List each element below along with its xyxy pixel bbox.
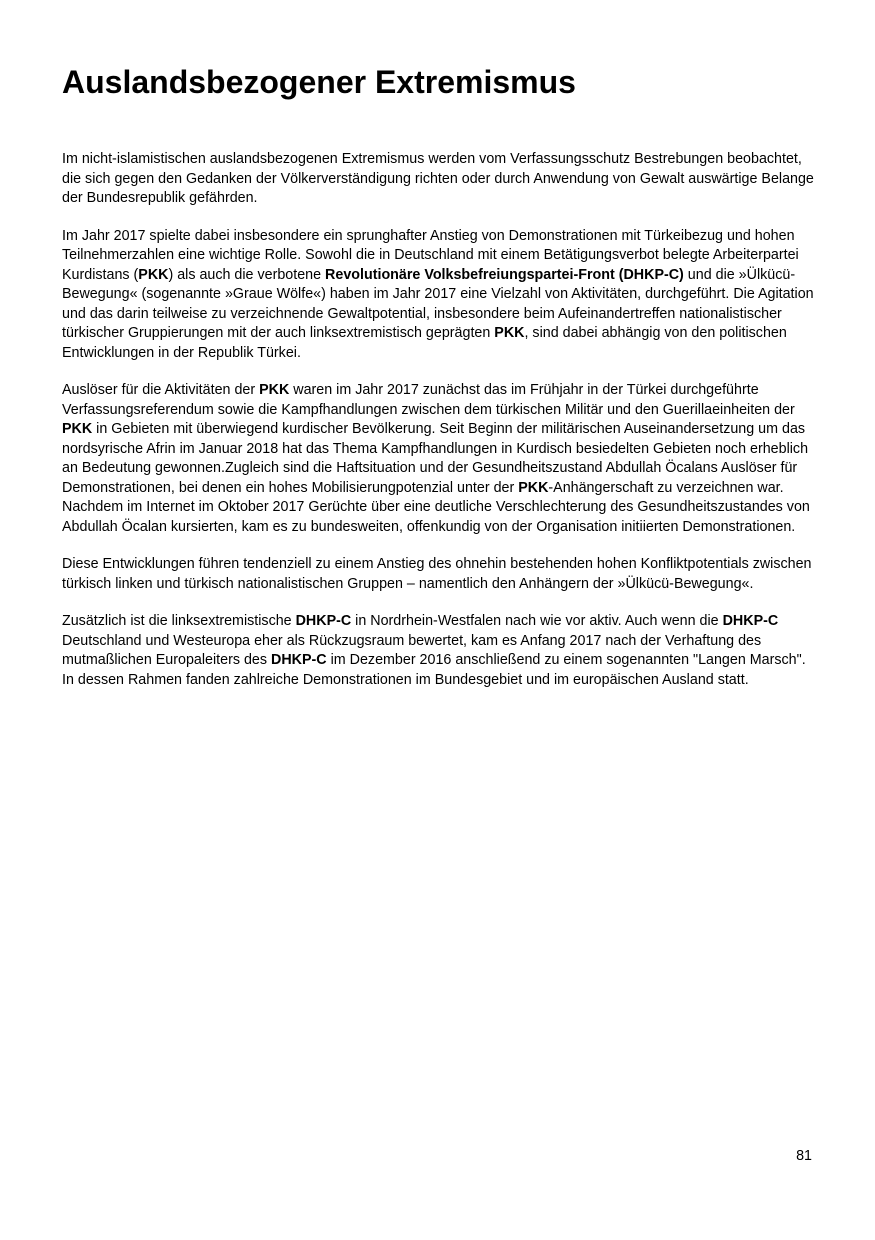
paragraph-1 xyxy=(62,150,814,209)
paragraph-2 xyxy=(62,227,814,364)
paragraph-4 xyxy=(62,555,814,594)
bold-term: PKK xyxy=(62,421,93,437)
bold-term: PKK xyxy=(138,266,169,283)
paragraph-5 xyxy=(62,612,814,690)
text-run: Auslöser für die Aktivitäten der xyxy=(62,382,260,398)
bold-term: DHKP-C xyxy=(722,613,779,629)
page-number: 81 xyxy=(796,1148,812,1164)
text-run: waren im Jahr 2017 zunächst das im Frühjahr in der Türkei durchgeführte Verfassungsreferendum sowie die Kampfhandlungen zwischen dem türkischen Militär und den Guerillaeinheiten der xyxy=(62,382,795,418)
text-run: in Nordrhein-Westfalen nach wie vor aktiv. Auch wenn die xyxy=(351,613,723,629)
bold-term: PKK xyxy=(259,382,290,398)
page-title: Auslandsbezogener Extremismus xyxy=(62,64,576,100)
paragraph-text: Im nicht-islamistischen auslandsbezogenen Extremismus werden vom Verfassungsschutz Bestrebungen beobachtet, die sich gegen den Gedanken der Völkerverständigung richten oder durch Anwendung von Gewalt auswärtige Belange der Bundesrepublik gefährden. xyxy=(62,151,814,206)
text-run: Im Jahr 2017 spielte dabei insbesondere ein sprunghafter Anstieg von Demonstrationen mit Türkeibezug und hohen Teilnehmerzahlen eine wichtige Rolle. Sowohl die in Deutschland mit einem Betätigungsverbot belegte Arbeiterpartei Kurdistans ( xyxy=(62,227,799,283)
bold-term: DHKP-C xyxy=(271,652,327,668)
text-run: Deutschland und Westeuropa eher als Rückzugsraum bewertet, kam es Anfang 2017 nach der Verhaftung des mutmaßlichen Europaleiters des xyxy=(62,632,762,668)
text-run: -Anhängerschaft zu verzeichnen war. Nachdem im Internet im Oktober 2017 Gerüchte über eine deutliche Verschlechterung des Gesundheitszustandes von Abdullah Öcalan kursierten, kam es zu bundesweiten, offenkundig von der Organisation initiierten Demonstrationen. xyxy=(62,479,810,535)
text-run: in Gebieten mit überwiegend kurdischer Bevölkerung. Seit Beginn der militärischen Auseinandersetzung um das nordsyrische Afrin im Januar 2018 hat das Thema Kampfhandlungen in Kurdisch besiedelten Gebieten noch erheblich an Bedeutung gewonnen.Zugleich sind die Haftsituation und der Gesundheitszustand Abdullah Öcalans Auslöser für Demonstrationen, bei denen ein hohes Mobilisierungpotenzial unter der xyxy=(62,421,809,496)
text-run: , sind dabei abhängig von den politischen Entwicklungen in der Republik Türkei. xyxy=(62,325,787,361)
text-run: und die »Ülkücü-Bewegung« (sogenannte »Graue Wölfe«) haben im Jahr 2017 eine Vielzahl von Aktivitäten, durchgeführt. Die Agitation und das darin teilweise zu verzeichnende Gewaltpotential, insbesondere beim Aufeinandertreffen nationalistischer türkischer Gruppierungen mit der auch linksextremistisch geprägten xyxy=(62,266,814,341)
paragraph-3 xyxy=(62,381,814,537)
bold-term: PKK xyxy=(494,325,525,341)
bold-term: DHKP-C xyxy=(295,613,352,629)
text-run: ) als auch die verbotene xyxy=(168,266,326,283)
paragraph-text: Diese Entwicklungen führen tendenziell zu einem Anstieg des ohnehin bestehenden hohen Konfliktpotentials zwischen türkisch linken und türkisch nationalistischen Gruppen – namentlich den Anhängern der »Ülkücü-Bewegung«. xyxy=(62,556,812,592)
text-run: im Dezember 2016 anschließend zu einem sogenannten "Langen Marsch". In dessen Rahmen fanden zahlreiche Demonstrationen im Bundesgebiet und im europäischen Ausland statt. xyxy=(62,652,806,688)
bold-term: PKK xyxy=(518,479,549,496)
bold-term: Revolutionäre Volksbefreiungspartei-Front (DHKP-C) xyxy=(325,266,684,283)
body-text xyxy=(62,150,814,708)
text-run: Zusätzlich ist die linksextremistische xyxy=(62,613,296,629)
